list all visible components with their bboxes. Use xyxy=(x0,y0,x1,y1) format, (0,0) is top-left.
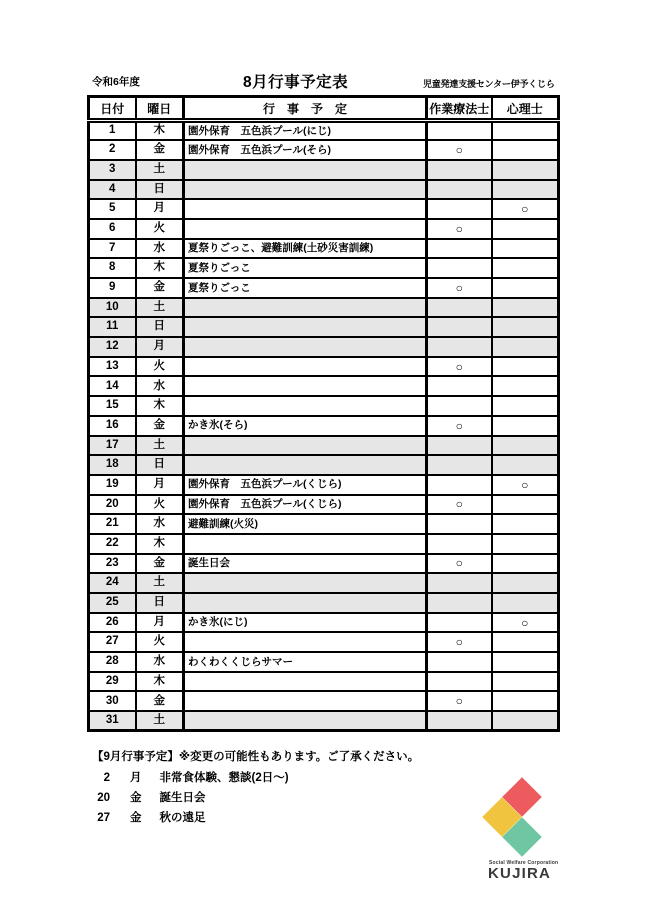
september-item-date: 27 xyxy=(97,812,110,824)
psych-mark-cell xyxy=(492,239,559,259)
september-item-date: 20 xyxy=(97,792,110,804)
ot-mark-cell xyxy=(427,376,492,396)
event-cell xyxy=(184,298,427,318)
day-cell: 土 xyxy=(136,436,184,456)
ot-mark-cell xyxy=(427,514,492,534)
event-cell: わくわくくじらサマー xyxy=(184,652,427,672)
ot-mark-cell: ○ xyxy=(427,632,492,652)
september-note: ※変更の可能性もあります。ご了承ください。 xyxy=(178,751,420,763)
psych-mark-cell xyxy=(492,632,559,652)
day-cell: 日 xyxy=(136,180,184,200)
event-cell: 園外保育 五色浜プール(くじら) xyxy=(184,475,427,495)
date-cell: 12 xyxy=(89,337,136,357)
table-row xyxy=(89,396,559,416)
date-cell: 17 xyxy=(89,436,136,456)
psych-mark-cell: ○ xyxy=(492,475,559,495)
ot-mark-cell xyxy=(427,475,492,495)
event-cell xyxy=(184,573,427,593)
september-section xyxy=(92,750,419,824)
date-cell: 10 xyxy=(89,298,136,318)
table-row xyxy=(89,455,559,475)
day-cell: 水 xyxy=(136,239,184,259)
september-item-event: 秋の遠足 xyxy=(159,812,206,824)
ot-mark-cell xyxy=(427,239,492,259)
schedule-body xyxy=(89,121,559,731)
logo-subtitle: Social Welfare Corporation xyxy=(489,860,559,866)
date-cell: 20 xyxy=(89,495,136,515)
event-cell: 園外保育 五色浜プール(にじ) xyxy=(184,121,427,141)
table-row xyxy=(89,160,559,180)
psych-mark-cell xyxy=(492,416,559,436)
september-item-day: 金 xyxy=(130,812,142,824)
ot-mark-cell: ○ xyxy=(427,219,492,239)
day-cell: 金 xyxy=(136,416,184,436)
day-cell: 月 xyxy=(136,475,184,495)
date-cell: 31 xyxy=(89,711,136,731)
table-row xyxy=(89,593,559,613)
ot-mark-cell: ○ xyxy=(427,278,492,298)
psych-mark-cell xyxy=(492,691,559,711)
day-cell: 金 xyxy=(136,691,184,711)
date-cell: 6 xyxy=(89,219,136,239)
psych-mark-cell xyxy=(492,652,559,672)
event-cell xyxy=(184,396,427,416)
day-cell: 木 xyxy=(136,258,184,278)
kujira-logo xyxy=(482,776,567,886)
ot-mark-cell xyxy=(427,337,492,357)
psych-mark-cell xyxy=(492,337,559,357)
psych-mark-cell xyxy=(492,396,559,416)
event-cell: 園外保育 五色浜プール(そら) xyxy=(184,140,427,160)
event-cell xyxy=(184,219,427,239)
table-row xyxy=(89,298,559,318)
table-row xyxy=(89,436,559,456)
ot-mark-cell xyxy=(427,298,492,318)
table-row xyxy=(89,554,559,574)
date-cell: 28 xyxy=(89,652,136,672)
day-cell: 水 xyxy=(136,652,184,672)
ot-mark-cell xyxy=(427,180,492,200)
table-row xyxy=(89,475,559,495)
event-cell xyxy=(184,672,427,692)
psych-mark-cell xyxy=(492,219,559,239)
date-cell: 13 xyxy=(89,357,136,377)
psych-mark-cell xyxy=(492,495,559,515)
table-row xyxy=(89,711,559,731)
event-cell: 夏祭りごっこ、避難訓練(土砂災害訓練) xyxy=(184,239,427,259)
table-row xyxy=(89,573,559,593)
table-row xyxy=(89,199,559,219)
ot-mark-cell xyxy=(427,573,492,593)
date-cell: 9 xyxy=(89,278,136,298)
table-row xyxy=(89,652,559,672)
table-row xyxy=(89,219,559,239)
day-cell: 日 xyxy=(136,455,184,475)
ot-mark-cell: ○ xyxy=(427,416,492,436)
organization-label: 児童発達支援センター伊予くじら xyxy=(423,79,555,89)
date-cell: 11 xyxy=(89,317,136,337)
ot-mark-cell xyxy=(427,258,492,278)
psych-mark-cell xyxy=(492,140,559,160)
psych-mark-cell xyxy=(492,278,559,298)
september-item-day: 月 xyxy=(130,772,142,784)
day-cell: 木 xyxy=(136,396,184,416)
psychologist-column-header: 心理士 xyxy=(492,97,559,121)
table-row xyxy=(89,514,559,534)
psych-mark-cell xyxy=(492,376,559,396)
date-cell: 18 xyxy=(89,455,136,475)
ot-mark-cell xyxy=(427,455,492,475)
september-item xyxy=(92,772,419,784)
august-schedule-table xyxy=(87,95,560,732)
event-cell: 避難訓練(火災) xyxy=(184,514,427,534)
table-row xyxy=(89,140,559,160)
day-cell: 月 xyxy=(136,337,184,357)
event-cell: 夏祭りごっこ xyxy=(184,258,427,278)
psych-mark-cell xyxy=(492,317,559,337)
ot-mark-cell xyxy=(427,593,492,613)
day-cell: 火 xyxy=(136,495,184,515)
date-cell: 27 xyxy=(89,632,136,652)
psych-mark-cell xyxy=(492,258,559,278)
psych-mark-cell xyxy=(492,573,559,593)
ot-mark-cell xyxy=(427,160,492,180)
date-cell: 8 xyxy=(89,258,136,278)
september-heading: 【9月行事予定】 xyxy=(92,751,179,763)
date-cell: 24 xyxy=(89,573,136,593)
day-cell: 金 xyxy=(136,554,184,574)
september-item xyxy=(92,812,419,824)
event-cell xyxy=(184,357,427,377)
event-cell xyxy=(184,455,427,475)
event-cell xyxy=(184,691,427,711)
event-cell xyxy=(184,376,427,396)
day-column-header: 曜日 xyxy=(136,97,184,121)
table-row xyxy=(89,357,559,377)
event-cell xyxy=(184,534,427,554)
date-cell: 4 xyxy=(89,180,136,200)
date-cell: 2 xyxy=(89,140,136,160)
psych-mark-cell xyxy=(492,160,559,180)
event-cell xyxy=(184,337,427,357)
ot-mark-cell xyxy=(427,534,492,554)
day-cell: 月 xyxy=(136,613,184,633)
table-row xyxy=(89,121,559,141)
date-column-header: 日付 xyxy=(89,97,136,121)
ot-mark-cell xyxy=(427,121,492,141)
day-cell: 土 xyxy=(136,160,184,180)
psych-mark-cell xyxy=(492,534,559,554)
event-cell xyxy=(184,711,427,731)
table-row xyxy=(89,416,559,436)
day-cell: 火 xyxy=(136,632,184,652)
date-cell: 15 xyxy=(89,396,136,416)
ot-mark-cell: ○ xyxy=(427,554,492,574)
table-row xyxy=(89,317,559,337)
psych-mark-cell xyxy=(492,672,559,692)
september-item xyxy=(92,792,419,804)
table-row xyxy=(89,672,559,692)
day-cell: 日 xyxy=(136,317,184,337)
ot-mark-cell xyxy=(427,436,492,456)
ot-mark-cell: ○ xyxy=(427,691,492,711)
psych-mark-cell xyxy=(492,180,559,200)
table-row xyxy=(89,376,559,396)
ot-mark-cell xyxy=(427,672,492,692)
table-row xyxy=(89,180,559,200)
ot-mark-cell: ○ xyxy=(427,357,492,377)
event-cell xyxy=(184,436,427,456)
event-cell xyxy=(184,317,427,337)
september-item-event: 誕生日会 xyxy=(159,792,206,804)
event-cell xyxy=(184,160,427,180)
table-row xyxy=(89,632,559,652)
date-cell: 14 xyxy=(89,376,136,396)
september-heading-line xyxy=(92,750,419,764)
psych-mark-cell xyxy=(492,357,559,377)
date-cell: 1 xyxy=(89,121,136,141)
ot-mark-cell xyxy=(427,317,492,337)
table-row xyxy=(89,534,559,554)
event-cell: 誕生日会 xyxy=(184,554,427,574)
date-cell: 16 xyxy=(89,416,136,436)
ot-mark-cell: ○ xyxy=(427,140,492,160)
psych-mark-cell xyxy=(492,121,559,141)
day-cell: 土 xyxy=(136,711,184,731)
ot-mark-cell xyxy=(427,711,492,731)
day-cell: 金 xyxy=(136,278,184,298)
date-cell: 21 xyxy=(89,514,136,534)
day-cell: 金 xyxy=(136,140,184,160)
event-cell xyxy=(184,632,427,652)
day-cell: 月 xyxy=(136,199,184,219)
september-item-date: 2 xyxy=(103,772,110,784)
table-row xyxy=(89,495,559,515)
event-cell xyxy=(184,180,427,200)
table-row xyxy=(89,239,559,259)
event-cell: かき氷(そら) xyxy=(184,416,427,436)
date-cell: 23 xyxy=(89,554,136,574)
day-cell: 木 xyxy=(136,121,184,141)
date-cell: 3 xyxy=(89,160,136,180)
day-cell: 土 xyxy=(136,573,184,593)
page-title: 8月行事予定表 xyxy=(243,74,349,91)
table-row xyxy=(89,613,559,633)
day-cell: 日 xyxy=(136,593,184,613)
day-cell: 火 xyxy=(136,219,184,239)
event-cell: 夏祭りごっこ xyxy=(184,278,427,298)
ot-mark-cell xyxy=(427,652,492,672)
psych-mark-cell xyxy=(492,593,559,613)
event-cell: 園外保育 五色浜プール(くじら) xyxy=(184,495,427,515)
event-column-header: 行 事 予 定 xyxy=(184,97,427,121)
day-cell: 木 xyxy=(136,534,184,554)
ot-mark-cell xyxy=(427,199,492,219)
ot-mark-cell xyxy=(427,613,492,633)
table-row xyxy=(89,691,559,711)
psych-mark-cell xyxy=(492,554,559,574)
date-cell: 22 xyxy=(89,534,136,554)
psych-mark-cell xyxy=(492,711,559,731)
day-cell: 火 xyxy=(136,357,184,377)
date-cell: 25 xyxy=(89,593,136,613)
september-item-event: 非常食体験、懇談(2日〜) xyxy=(159,772,289,784)
september-item-day: 金 xyxy=(130,792,142,804)
ot-mark-cell: ○ xyxy=(427,495,492,515)
logo-wordmark: KUJIRA xyxy=(488,865,552,882)
day-cell: 水 xyxy=(136,376,184,396)
day-cell: 水 xyxy=(136,514,184,534)
table-row xyxy=(89,258,559,278)
day-cell: 木 xyxy=(136,672,184,692)
date-cell: 5 xyxy=(89,199,136,219)
table-header-row xyxy=(89,97,559,121)
date-cell: 7 xyxy=(89,239,136,259)
date-cell: 30 xyxy=(89,691,136,711)
psych-mark-cell xyxy=(492,514,559,534)
occupational-therapist-column-header: 作業療法士 xyxy=(427,97,492,121)
day-cell: 土 xyxy=(136,298,184,318)
date-cell: 29 xyxy=(89,672,136,692)
psych-mark-cell: ○ xyxy=(492,613,559,633)
psych-mark-cell xyxy=(492,298,559,318)
ot-mark-cell xyxy=(427,396,492,416)
psych-mark-cell: ○ xyxy=(492,199,559,219)
event-cell: かき氷(にじ) xyxy=(184,613,427,633)
date-cell: 19 xyxy=(89,475,136,495)
event-cell xyxy=(184,199,427,219)
fiscal-year-label: 令和6年度 xyxy=(92,76,140,88)
table-row xyxy=(89,337,559,357)
date-cell: 26 xyxy=(89,613,136,633)
psych-mark-cell xyxy=(492,436,559,456)
table-row xyxy=(89,278,559,298)
psych-mark-cell xyxy=(492,455,559,475)
event-cell xyxy=(184,593,427,613)
